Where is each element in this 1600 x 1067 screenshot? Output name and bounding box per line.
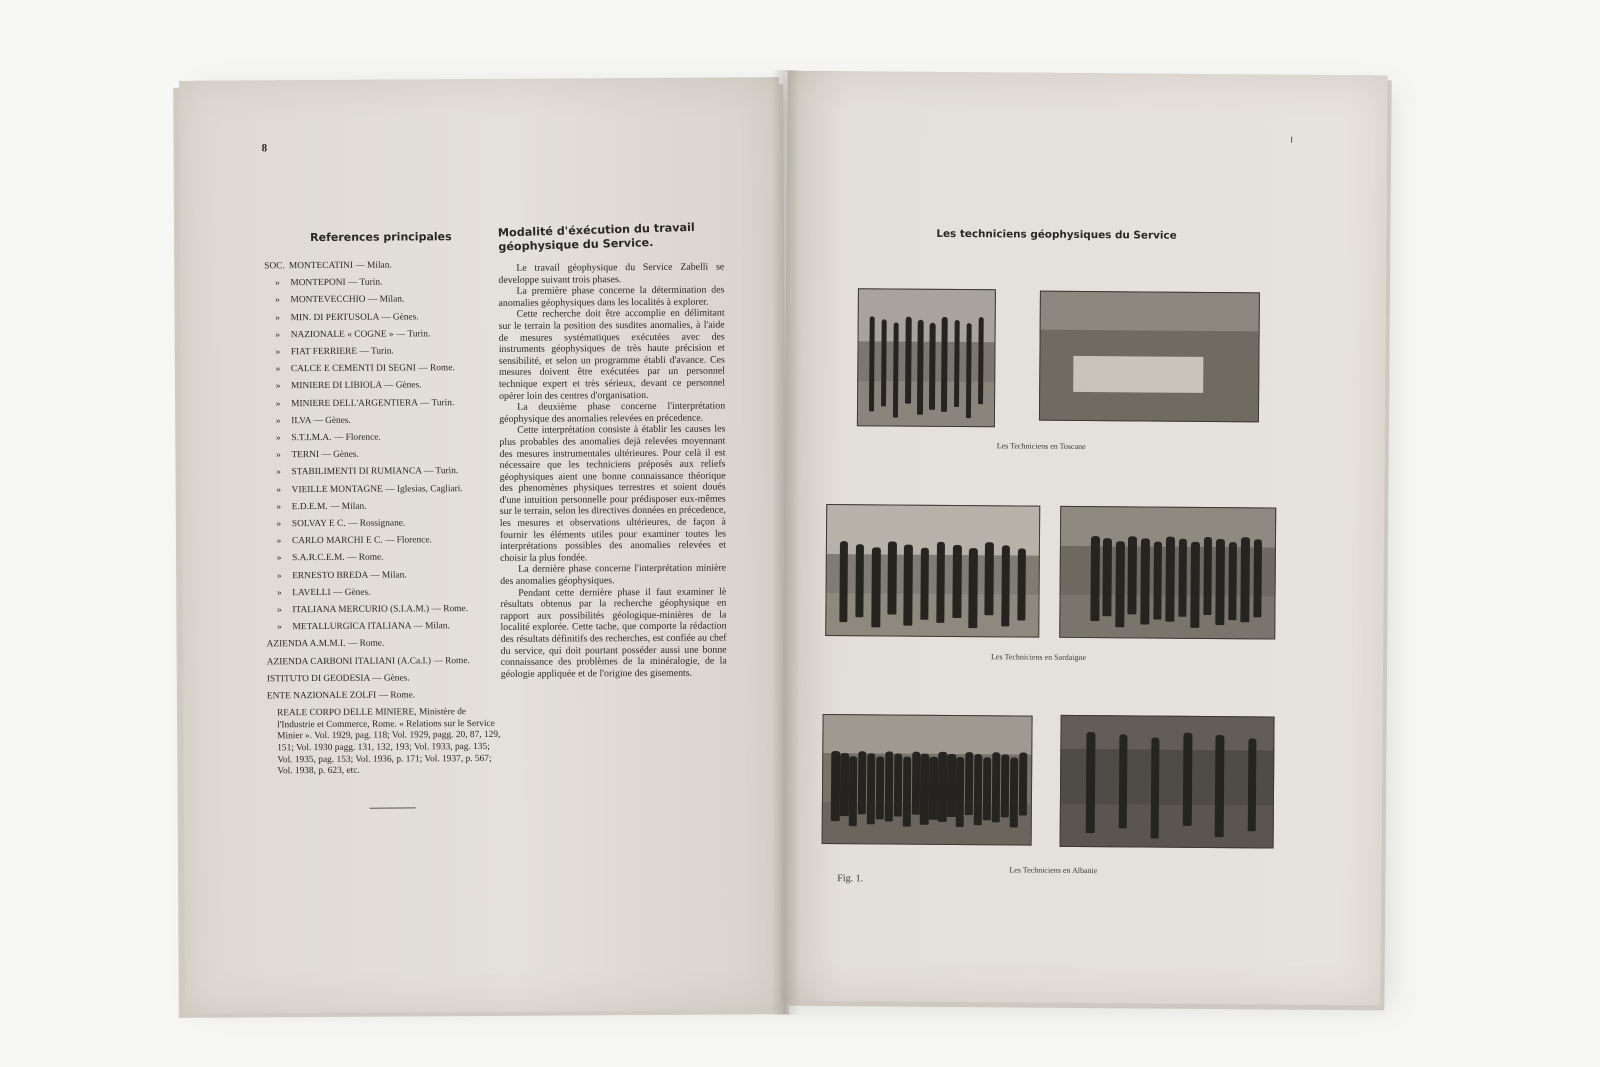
reference-prefix: » <box>277 622 282 633</box>
references-title: References principales <box>310 230 452 245</box>
person-silhouette <box>1228 542 1237 620</box>
person-silhouette <box>1103 538 1112 616</box>
reference-prefix: » <box>276 467 281 478</box>
photo-albanie-1 <box>822 714 1033 846</box>
person-silhouette <box>1140 539 1149 625</box>
reference-item <box>266 618 504 637</box>
reference-text: MONTEPONI — Turin. <box>290 277 383 289</box>
person-silhouette <box>992 752 1001 822</box>
person-silhouette <box>1215 539 1224 625</box>
reference-item <box>266 498 504 517</box>
reference-text: TERNI — Gènes. <box>291 449 359 461</box>
reference-text: STABILIMENTI DI RUMIANCA — Turin. <box>291 466 459 478</box>
reference-prefix: » <box>276 450 281 461</box>
person-silhouette <box>952 545 961 618</box>
reference-prefix: » <box>275 381 281 392</box>
reference-item <box>266 549 504 568</box>
photo-sardaigne-2 <box>1059 506 1276 640</box>
person-silhouette <box>1203 537 1212 615</box>
reference-prefix: » <box>276 536 282 547</box>
person-silhouette <box>920 754 929 824</box>
person-silhouette <box>831 751 840 821</box>
person-silhouette <box>985 543 994 616</box>
person-silhouette <box>904 545 913 626</box>
person-silhouette <box>1000 755 1009 818</box>
reference-prefix: » <box>276 553 282 564</box>
reference-item <box>266 601 504 620</box>
person-silhouette <box>1086 732 1095 833</box>
person-silhouette <box>888 542 897 615</box>
reference-text: VIEILLE MONTAGNE — Iglesias, Cagliari. <box>291 483 463 495</box>
paragraph-phases: Le travail géophysique du Service Zabelli se developpe suivant trois phases. <box>498 261 725 286</box>
reference-text: ENTE NAZIONALE ZOLFI — Rome. <box>266 690 416 702</box>
references-tail: REALE CORPO DELLE MINIERE, Ministère de l'Industrie et Commerce, Rome. « Relations sur le Service Minier ». Vol. 1929, pag. 118; Vol. 1929, pagg. 20, 87, 129, 151; Vol. 1930 pagg. 131, 132, 193; Vol. 1933, pag. 135; Vol. 1935, pag. 153; Vol. 1936, p. 171; Vol. 1937, p. 567; Vol. 1938, p. 623, etc. <box>276 707 501 777</box>
person-silhouette <box>1001 545 1010 626</box>
person-silhouette <box>1178 539 1187 617</box>
person-silhouette <box>1247 738 1256 832</box>
person-silhouette <box>965 752 974 815</box>
person-silhouette <box>956 757 965 827</box>
person-silhouette <box>966 323 972 418</box>
reference-item <box>266 584 504 603</box>
person-silhouette <box>840 753 849 816</box>
reference-prefix: » <box>275 433 281 444</box>
person-silhouette <box>936 542 945 623</box>
reference-item <box>267 670 505 689</box>
reference-prefix: » <box>276 502 282 513</box>
person-silhouette <box>1018 752 1027 815</box>
reference-prefix: » <box>276 484 282 495</box>
person-silhouette <box>1183 732 1192 826</box>
person-silhouette <box>902 757 911 827</box>
reference-text: AZIENDA CARBONI ITALIANI (A.Ca.I.) — Rome. <box>266 655 470 667</box>
reference-text: LAVELLI — Gènes. <box>292 587 371 599</box>
person-silhouette <box>1151 737 1160 838</box>
reference-text: ITALIANA MERCURIO (S.I.A.M.) — Rome. <box>292 604 468 616</box>
person-silhouette <box>876 756 885 819</box>
end-rule <box>370 807 416 808</box>
reference-prefix: » <box>275 416 281 427</box>
reference-item <box>266 532 504 551</box>
person-silhouette <box>911 751 920 814</box>
reference-prefix: » <box>275 347 281 358</box>
paragraph-second-detail: Cette interprétation consiste à établir les causes les plus probables des anomalies dejà relevées moyennant des mesures instrumentales ultérieures. Pour celà il est nécessaire que les techniciens préposés aux reliefs géophysiques aient une bonne connaissance théorique des phenomènes physiques terrestres et soient doués d'une intuition personnelle pour prédisposer eux-mêmes sur le terrain, selon les directives données en précedence, les mesures et observations ultérieures, de façon à fournir les éléments utiles pour examiner toutes les interprétations possibles des anomalies relevées et choisir la plus fondée. <box>499 423 727 564</box>
paragraph-third-phase: La dernière phase concerne l'interprétation minière des anomalies géophysiques. <box>500 562 727 587</box>
caption-sardaigne: Les Techniciens en Sardaigne <box>991 652 1087 663</box>
reference-prefix: » <box>276 588 282 599</box>
caption-toscane: Les Techniciens en Toscane <box>996 441 1086 452</box>
reference-prefix: » <box>275 312 280 323</box>
person-silhouette <box>849 756 858 826</box>
reference-text: MINIERE DELL'ARGENTIERA — Turin. <box>291 397 455 409</box>
reference-prefix: » <box>275 295 280 306</box>
person-silhouette <box>974 755 983 825</box>
person-silhouette <box>1153 541 1162 619</box>
reference-item <box>265 343 503 362</box>
reference-prefix: » <box>276 570 282 581</box>
reference-prefix: » <box>275 278 280 289</box>
photo-toscane-group <box>857 288 996 427</box>
reference-text: NAZIONALE « COGNE » — Turin. <box>290 329 431 340</box>
reference-item <box>265 360 503 379</box>
reference-prefix: » <box>275 398 281 409</box>
reference-text: CALCE E CEMENTI DI SEGNI — Rome. <box>290 363 455 375</box>
paragraph-first-phase: La première phase concerne la détermination des anomalies géophysiques dans les localités à explorer. <box>498 284 725 309</box>
book-gutter <box>772 70 800 1015</box>
reference-item <box>266 567 504 586</box>
person-silhouette <box>917 320 923 415</box>
person-silhouette <box>869 316 875 411</box>
reference-item <box>265 429 503 448</box>
person-silhouette <box>978 317 984 404</box>
person-silhouette <box>983 757 992 820</box>
person-silhouette <box>938 752 947 822</box>
person-silhouette <box>1009 757 1018 827</box>
reference-item <box>265 326 503 345</box>
person-silhouette <box>885 751 894 821</box>
reference-prefix: » <box>277 605 282 616</box>
page-mark <box>1291 137 1292 143</box>
person-silhouette <box>929 322 935 409</box>
reference-text: MINIERE DI LIBIOLA — Gènes. <box>290 380 422 392</box>
person-silhouette <box>1215 735 1224 836</box>
reference-item <box>265 308 503 327</box>
reference-text: E.D.E.M. — Milan. <box>291 501 367 513</box>
reference-item <box>265 412 503 431</box>
reference-text: METALLURGICA ITALIANA — Milan. <box>292 621 450 633</box>
page-number: 8 <box>261 142 268 155</box>
left-page <box>179 77 785 1014</box>
photo-toscane-table <box>1039 291 1260 423</box>
person-silhouette <box>855 544 864 617</box>
modalite-title: Modalité d'éxécution du travail géophysique du Service. <box>497 220 695 254</box>
right-page <box>780 71 1387 1006</box>
person-silhouette <box>839 541 848 622</box>
reference-text: ILVA — Gènes. <box>291 415 351 426</box>
person-silhouette <box>894 754 903 817</box>
paragraph-first-detail: Cette recherche doit être accomplie en délimitant sur le terrain la position des susdites anomalies, à l'aide de mesures systématiques exécutées avec des instruments géophysiques de très haute précision et sensibilité, et selon un programme établi d'avance. Ces mesures doivent être exécutées par un personnel technique expert et très sérieux, devant ce personnel opérer loin des centres d'organisation. <box>498 307 726 402</box>
person-silhouette <box>1253 540 1262 618</box>
reference-prefix: » <box>275 364 281 375</box>
photo-albanie-2 <box>1060 715 1275 849</box>
reference-text: MIN. DI PERTUSOLA — Gènes. <box>290 311 419 323</box>
reference-text: SOLVAY E C. — Rossignane. <box>291 518 406 530</box>
reference-item <box>264 291 502 310</box>
paragraph-second-phase: La deuxième phase concerne l'interprétation géophysique des anomalies relevées en précedence. <box>499 400 726 425</box>
reference-text: CARLO MARCHI E C. — Florence. <box>291 535 432 547</box>
person-silhouette <box>905 317 911 404</box>
reference-text: ISTITUTO DI GEODESIA — Gènes. <box>266 673 410 685</box>
figure-label: Fig. 1. <box>837 873 864 885</box>
photos-title: Les techniciens géophysiques du Service <box>936 227 1177 242</box>
reference-item <box>265 377 503 396</box>
person-silhouette <box>871 547 880 628</box>
reference-prefix: SOC. <box>264 261 285 272</box>
person-silhouette <box>941 317 947 412</box>
photo-sardaigne-1 <box>825 504 1040 638</box>
person-silhouette <box>1017 548 1026 621</box>
person-silhouette <box>1115 541 1124 627</box>
reference-item <box>267 635 505 654</box>
paragraph-third-detail: Pendant cette dernière phase il faut examiner lè résultats obtenus par la recherche géophysique en rapport aux possibilités géologique-minières de la localité explorée. Cette tache, que comporte la rédaction des résultats définitifs des recherches, est confiée au chef du service, qui doit pourtant posséder aussi une bonne connaissance des problèmes de la minéralogie, de la géologie appliquée et de l'origine des gisements. <box>500 586 727 680</box>
reference-text: S.A.R.C.E.M. — Rome. <box>292 553 384 564</box>
reference-text: MONTEVECCHIO — Milan. <box>290 294 405 306</box>
person-silhouette <box>1128 536 1137 614</box>
person-silhouette <box>1118 734 1127 828</box>
person-silhouette <box>858 751 867 814</box>
reference-prefix: » <box>276 519 282 530</box>
reference-item <box>264 274 502 293</box>
reference-item <box>266 481 504 500</box>
reference-item <box>266 515 504 534</box>
person-silhouette <box>920 547 929 620</box>
modalite-body <box>498 262 727 681</box>
person-silhouette <box>929 757 938 820</box>
reference-item <box>265 446 503 465</box>
reference-text: MONTECATINI — Milan. <box>288 260 392 272</box>
caption-albanie: Les Techniciens en Albanie <box>1009 865 1098 876</box>
reference-prefix: » <box>275 330 281 341</box>
person-silhouette <box>867 754 876 824</box>
reference-item <box>265 394 503 413</box>
person-silhouette <box>969 548 978 629</box>
reference-item <box>266 463 504 482</box>
references-list <box>264 257 505 778</box>
reference-item <box>264 257 502 276</box>
person-silhouette <box>1165 536 1174 622</box>
reference-item <box>267 653 505 672</box>
person-silhouette <box>947 754 956 817</box>
person-silhouette <box>954 320 960 407</box>
reference-text: ERNESTO BREDA — Milan. <box>292 570 407 581</box>
person-silhouette <box>1090 536 1099 622</box>
reference-text: AZIENDA A.M.M.I. — Rome. <box>266 639 385 650</box>
reference-item <box>267 687 505 706</box>
person-silhouette <box>1240 537 1249 623</box>
reference-text: S.T.I.M.A. — Florence. <box>291 432 381 444</box>
person-silhouette <box>1190 542 1199 628</box>
reference-text: FIAT FERRIERE — Turin. <box>290 346 394 358</box>
